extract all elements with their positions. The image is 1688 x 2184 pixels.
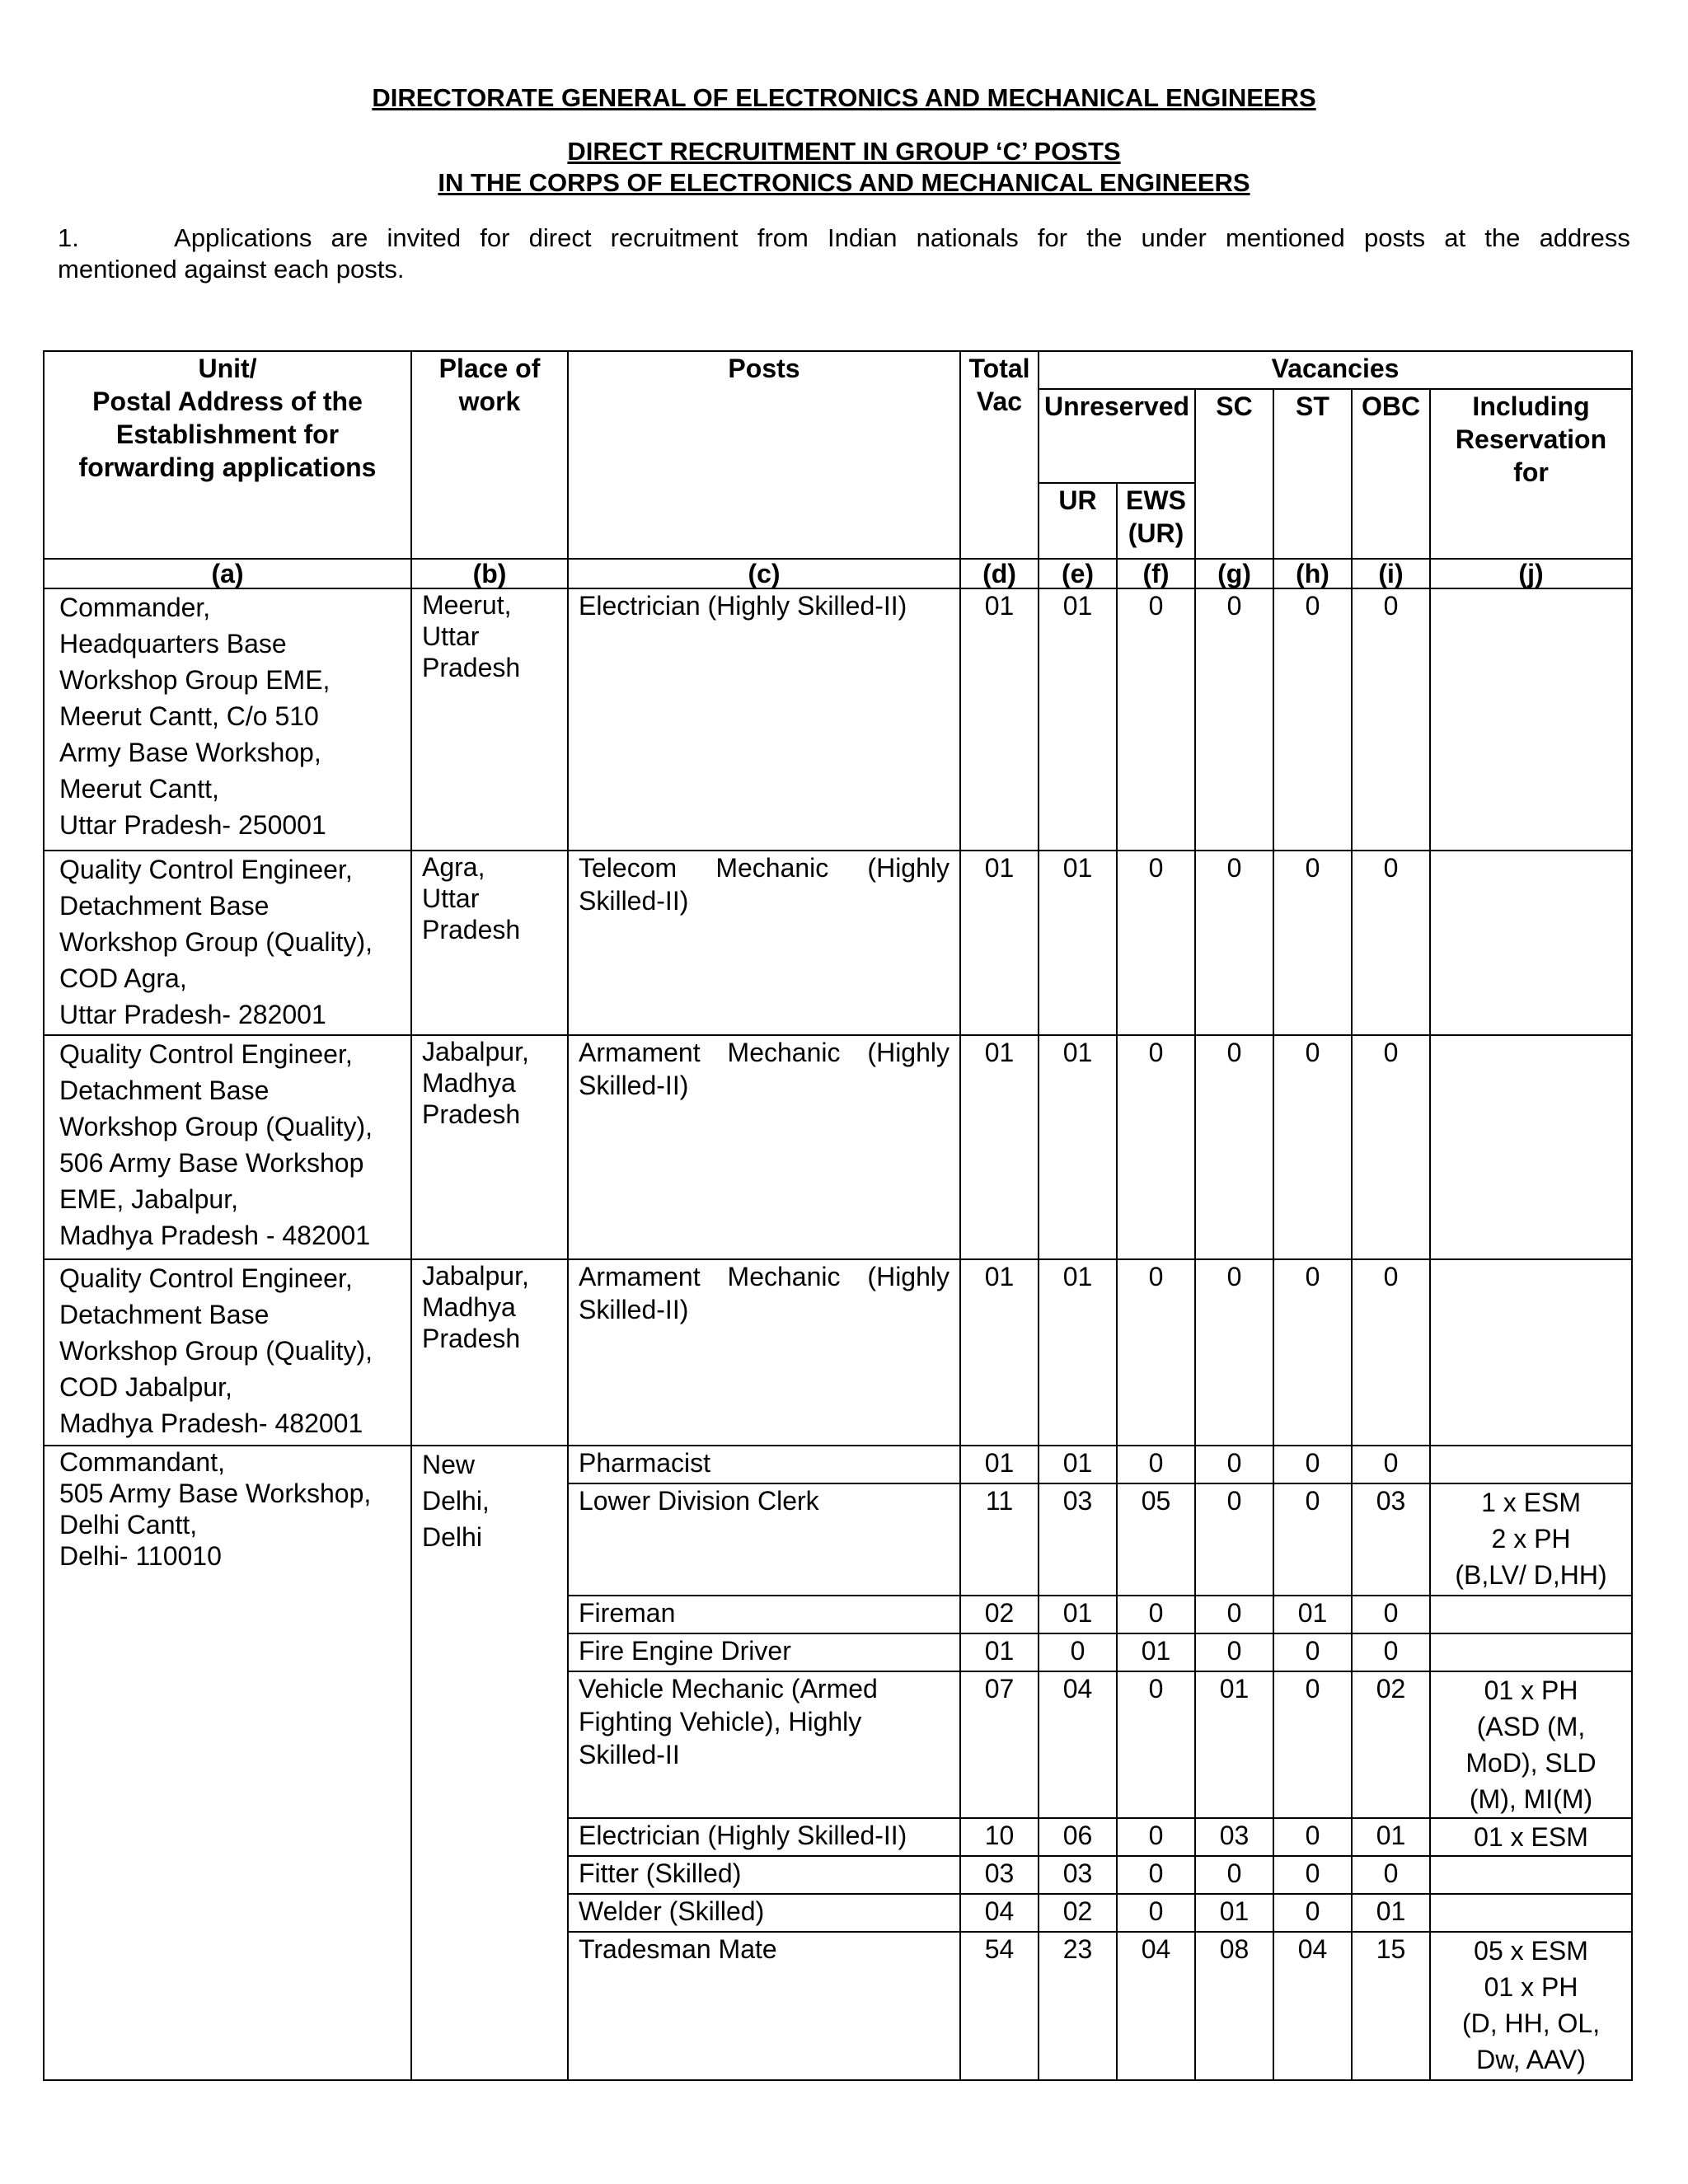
obc-vacancies: 0 [1352, 1596, 1430, 1633]
including-reservation-line: 01 x ESM [1474, 1822, 1588, 1852]
table-row [44, 1446, 1632, 1483]
including-reservation-line: 01 x PH [1484, 1972, 1578, 2002]
ur-vacancies: 03 [1039, 1856, 1117, 1894]
post-name: Armament Mechanic (Highly Skilled-II) [568, 1259, 960, 1446]
st-vacancies: 0 [1273, 588, 1352, 851]
place-of-work [411, 1035, 568, 1259]
intro-word: at [1444, 223, 1466, 252]
place-of-work-line: Pradesh [422, 653, 521, 682]
ews-vacancies: 04 [1117, 1932, 1195, 2080]
place-of-work-line: Madhya [422, 1292, 516, 1322]
header-place: Place of work [411, 351, 568, 559]
post-name: Welder (Skilled) [568, 1894, 960, 1932]
unit-address [44, 851, 411, 1035]
intro-line-1 [58, 223, 1630, 254]
column-index: (a) [44, 559, 411, 588]
total-vacancies: 10 [960, 1818, 1039, 1856]
obc-vacancies: 0 [1352, 851, 1430, 1035]
document-title: DIRECTORATE GENERAL OF ELECTRONICS AND MECHANICAL ENGINEERS [372, 83, 1316, 112]
unit-address-line: Army Base Workshop, [59, 738, 321, 767]
ews-vacancies: 0 [1117, 1671, 1195, 1818]
ur-vacancies: 0 [1039, 1633, 1117, 1671]
table-row [44, 1259, 1632, 1446]
unit-address-line: Madhya Pradesh- 482001 [59, 1408, 363, 1438]
post-name: Fire Engine Driver [568, 1633, 960, 1671]
ews-vacancies: 05 [1117, 1483, 1195, 1596]
unit-address-line: 506 Army Base Workshop [59, 1148, 364, 1178]
sc-vacancies: 0 [1195, 1483, 1273, 1596]
including-reservation [1430, 1932, 1632, 2080]
column-index: (f) [1117, 559, 1195, 588]
intro-word: are [331, 223, 368, 252]
header-posts: Posts [568, 351, 960, 559]
post-name: Telecom Mechanic (Highly Skilled-II) [568, 851, 960, 1035]
unit-address [44, 1446, 411, 2080]
column-index: (b) [411, 559, 568, 588]
unit-address-line: Workshop Group (Quality), [59, 927, 373, 957]
unit-address-line: Delhi- 110010 [59, 1541, 222, 1571]
st-vacancies: 0 [1273, 1856, 1352, 1894]
st-vacancies: 0 [1273, 1446, 1352, 1483]
header-unit: Unit/ Postal Address of the Establishment for forwarding applications [44, 351, 411, 559]
obc-vacancies: 0 [1352, 1633, 1430, 1671]
document-subtitle-line2: IN THE CORPS OF ELECTRONICS AND MECHANICAL ENGINEERS [438, 168, 1250, 197]
sc-vacancies: 0 [1195, 1856, 1273, 1894]
obc-vacancies: 15 [1352, 1932, 1430, 2080]
post-name: Lower Division Clerk [568, 1483, 960, 1596]
place-of-work [411, 1259, 568, 1446]
total-vacancies: 03 [960, 1856, 1039, 1894]
including-reservation [1430, 1856, 1632, 1894]
intro-word: from [757, 223, 809, 252]
header-sc: SC [1195, 389, 1273, 559]
intro-word: direct [528, 223, 592, 252]
intro-word: posts [1363, 223, 1426, 252]
ews-vacancies: 0 [1117, 851, 1195, 1035]
ur-vacancies: 01 [1039, 588, 1117, 851]
header-obc: OBC [1352, 389, 1430, 559]
unit-address-line: Workshop Group EME, [59, 665, 331, 695]
header-ews: EWS (UR) [1117, 483, 1195, 559]
place-of-work-line: Pradesh [422, 1099, 521, 1129]
ews-vacancies: 0 [1117, 1259, 1195, 1446]
post-name: Electrician (Highly Skilled-II) [568, 1818, 960, 1856]
column-index: (h) [1273, 559, 1352, 588]
ur-vacancies: 01 [1039, 1259, 1117, 1446]
including-reservation [1430, 1671, 1632, 1818]
including-reservation [1430, 1633, 1632, 1671]
place-of-work-line: Pradesh [422, 1324, 521, 1353]
intro-word: the [1484, 223, 1521, 252]
post-name: Tradesman Mate [568, 1932, 960, 2080]
ur-vacancies: 02 [1039, 1894, 1117, 1932]
unit-address-line: Headquarters Base [59, 629, 287, 658]
unit-address-line: Delhi Cantt, [59, 1510, 198, 1540]
total-vacancies: 01 [960, 1633, 1039, 1671]
intro-number: 1. [58, 223, 79, 252]
unit-address-line: Detachment Base [59, 891, 270, 921]
intro-word: for [1037, 223, 1068, 252]
sc-vacancies: 0 [1195, 1035, 1273, 1259]
obc-vacancies: 02 [1352, 1671, 1430, 1818]
st-vacancies: 01 [1273, 1596, 1352, 1633]
intro-word: nationals [916, 223, 1019, 252]
intro-word: recruitment [610, 223, 738, 252]
obc-vacancies: 01 [1352, 1894, 1430, 1932]
header-unreserved: Unreserved [1039, 389, 1195, 483]
including-reservation-line: (B,LV/ D,HH) [1455, 1560, 1607, 1590]
unit-address-line: Madhya Pradesh - 482001 [59, 1221, 371, 1250]
including-reservation [1430, 1483, 1632, 1596]
including-reservation [1430, 851, 1632, 1035]
st-vacancies: 0 [1273, 1671, 1352, 1818]
place-of-work-line: Madhya [422, 1068, 516, 1098]
table-row [44, 1035, 1632, 1259]
table-row [44, 851, 1632, 1035]
unit-address-line: Uttar Pradesh- 282001 [59, 1000, 326, 1029]
sc-vacancies: 0 [1195, 1259, 1273, 1446]
unit-address-line: Meerut Cantt, C/o 510 [59, 701, 319, 731]
intro-word: under [1141, 223, 1207, 252]
unit-address-line: Meerut Cantt, [59, 774, 219, 804]
place-of-work-line: New [422, 1450, 476, 1479]
unit-address [44, 1259, 411, 1446]
sc-vacancies: 08 [1195, 1932, 1273, 2080]
including-reservation-line: 01 x PH [1484, 1675, 1578, 1705]
including-reservation-line: (D, HH, OL, [1461, 2008, 1601, 2038]
unit-address-line: COD Jabalpur, [59, 1372, 232, 1402]
intro-word: Indian [828, 223, 898, 252]
header-ur: UR [1039, 483, 1117, 559]
place-of-work [411, 1446, 568, 2080]
unit-address-line: Commander, [59, 593, 211, 622]
intro-word: for [480, 223, 510, 252]
recruitment-table [43, 350, 1633, 2081]
unit-address [44, 588, 411, 851]
sc-vacancies: 01 [1195, 1894, 1273, 1932]
obc-vacancies: 0 [1352, 588, 1430, 851]
including-reservation [1430, 1818, 1632, 1856]
document-subtitle-line1: DIRECT RECRUITMENT IN GROUP ‘C’ POSTS [567, 137, 1121, 166]
post-name: Pharmacist [568, 1446, 960, 1483]
place-of-work-line: Jabalpur, [422, 1261, 529, 1291]
total-vacancies: 04 [960, 1894, 1039, 1932]
ur-vacancies: 01 [1039, 1446, 1117, 1483]
ews-vacancies: 01 [1117, 1633, 1195, 1671]
intro-word: mentioned [1226, 223, 1345, 252]
intro-word: the [1086, 223, 1123, 252]
st-vacancies: 0 [1273, 1894, 1352, 1932]
unit-address-line: Detachment Base [59, 1300, 270, 1329]
ews-vacancies: 0 [1117, 588, 1195, 851]
total-vacancies: 01 [960, 1259, 1039, 1446]
including-reservation-line: MoD), SLD [1465, 1748, 1597, 1778]
ews-vacancies: 0 [1117, 1818, 1195, 1856]
sc-vacancies: 0 [1195, 1446, 1273, 1483]
place-of-work-line: Jabalpur, [422, 1037, 529, 1066]
sc-vacancies: 0 [1195, 1633, 1273, 1671]
ur-vacancies: 01 [1039, 1596, 1117, 1633]
place-of-work-line: Delhi [422, 1522, 482, 1552]
sc-vacancies: 0 [1195, 1596, 1273, 1633]
sc-vacancies: 0 [1195, 588, 1273, 851]
intro-word: Applications [174, 223, 312, 252]
place-of-work-line: Uttar [422, 621, 480, 651]
place-of-work-line: Agra, [422, 852, 485, 882]
ews-vacancies: 0 [1117, 1446, 1195, 1483]
ur-vacancies: 04 [1039, 1671, 1117, 1818]
total-vacancies: 01 [960, 588, 1039, 851]
unit-address-line: Quality Control Engineer, [59, 1263, 353, 1293]
obc-vacancies: 0 [1352, 1856, 1430, 1894]
ews-vacancies: 0 [1117, 1596, 1195, 1633]
intro-word: invited [387, 223, 462, 252]
ews-vacancies: 0 [1117, 1894, 1195, 1932]
unit-address-line: 505 Army Base Workshop, [59, 1479, 372, 1508]
including-reservation-line: (M), MI(M) [1469, 1784, 1593, 1814]
st-vacancies: 0 [1273, 851, 1352, 1035]
including-reservation [1430, 1259, 1632, 1446]
header-including: Including Reservation for [1430, 389, 1632, 559]
st-vacancies: 04 [1273, 1932, 1352, 2080]
including-reservation-line: 1 x ESM [1481, 1488, 1581, 1517]
including-reservation [1430, 588, 1632, 851]
unit-address-line: COD Agra, [59, 963, 187, 993]
st-vacancies: 0 [1273, 1259, 1352, 1446]
column-index: (d) [960, 559, 1039, 588]
column-index: (j) [1430, 559, 1632, 588]
column-index: (i) [1352, 559, 1430, 588]
ur-vacancies: 03 [1039, 1483, 1117, 1596]
place-of-work [411, 588, 568, 851]
obc-vacancies: 0 [1352, 1035, 1430, 1259]
column-index-row [44, 559, 1632, 588]
header-vacancies: Vacancies [1039, 351, 1632, 389]
intro-line-2: mentioned against each posts. [58, 255, 405, 284]
sc-vacancies: 01 [1195, 1671, 1273, 1818]
obc-vacancies: 0 [1352, 1446, 1430, 1483]
unit-address-line: Quality Control Engineer, [59, 855, 353, 884]
sc-vacancies: 03 [1195, 1818, 1273, 1856]
total-vacancies: 01 [960, 1446, 1039, 1483]
post-name: Vehicle Mechanic (Armed Fighting Vehicle), Highly Skilled-II [568, 1671, 960, 1818]
post-name: Fitter (Skilled) [568, 1856, 960, 1894]
column-index: (e) [1039, 559, 1117, 588]
total-vacancies: 01 [960, 1035, 1039, 1259]
ur-vacancies: 01 [1039, 851, 1117, 1035]
place-of-work-line: Delhi, [422, 1486, 490, 1516]
ews-vacancies: 0 [1117, 1035, 1195, 1259]
post-name: Electrician (Highly Skilled-II) [568, 588, 960, 851]
place-of-work [411, 851, 568, 1035]
including-reservation [1430, 1446, 1632, 1483]
post-name: Armament Mechanic (Highly Skilled-II) [568, 1035, 960, 1259]
sc-vacancies: 0 [1195, 851, 1273, 1035]
unit-address-line: Quality Control Engineer, [59, 1039, 353, 1069]
unit-address [44, 1035, 411, 1259]
ews-vacancies: 0 [1117, 1856, 1195, 1894]
header-st: ST [1273, 389, 1352, 559]
intro-word: address [1539, 223, 1630, 252]
obc-vacancies: 0 [1352, 1259, 1430, 1446]
st-vacancies: 0 [1273, 1633, 1352, 1671]
table-row [44, 588, 1632, 851]
place-of-work-line: Pradesh [422, 915, 521, 944]
column-index: (g) [1195, 559, 1273, 588]
place-of-work-line: Uttar [422, 883, 480, 913]
unit-address-line: Commandant, [59, 1447, 225, 1477]
total-vacancies: 54 [960, 1932, 1039, 2080]
including-reservation [1430, 1894, 1632, 1932]
header-total: Total Vac [960, 351, 1039, 559]
total-vacancies: 01 [960, 851, 1039, 1035]
ur-vacancies: 23 [1039, 1932, 1117, 2080]
intro-paragraph [58, 223, 1630, 285]
column-index: (c) [568, 559, 960, 588]
including-reservation-line: 05 x ESM [1474, 1936, 1588, 1966]
total-vacancies: 11 [960, 1483, 1039, 1596]
st-vacancies: 0 [1273, 1483, 1352, 1596]
total-vacancies: 02 [960, 1596, 1039, 1633]
including-reservation-line: (ASD (M, [1476, 1712, 1586, 1741]
unit-address-line: Workshop Group (Quality), [59, 1112, 373, 1141]
unit-address-line: EME, Jabalpur, [59, 1184, 238, 1214]
obc-vacancies: 01 [1352, 1818, 1430, 1856]
st-vacancies: 0 [1273, 1035, 1352, 1259]
place-of-work-line: Meerut, [422, 590, 512, 620]
st-vacancies: 0 [1273, 1818, 1352, 1856]
ur-vacancies: 01 [1039, 1035, 1117, 1259]
ur-vacancies: 06 [1039, 1818, 1117, 1856]
unit-address-line: Workshop Group (Quality), [59, 1336, 373, 1366]
total-vacancies: 07 [960, 1671, 1039, 1818]
obc-vacancies: 03 [1352, 1483, 1430, 1596]
including-reservation-line: Dw, AAV) [1476, 2045, 1586, 2074]
including-reservation [1430, 1596, 1632, 1633]
unit-address-line: Uttar Pradesh- 250001 [59, 810, 326, 840]
table-body [44, 588, 1632, 2080]
including-reservation-line: 2 x PH [1491, 1524, 1571, 1554]
including-reservation [1430, 1035, 1632, 1259]
post-name: Fireman [568, 1596, 960, 1633]
unit-address-line: Detachment Base [59, 1076, 270, 1105]
